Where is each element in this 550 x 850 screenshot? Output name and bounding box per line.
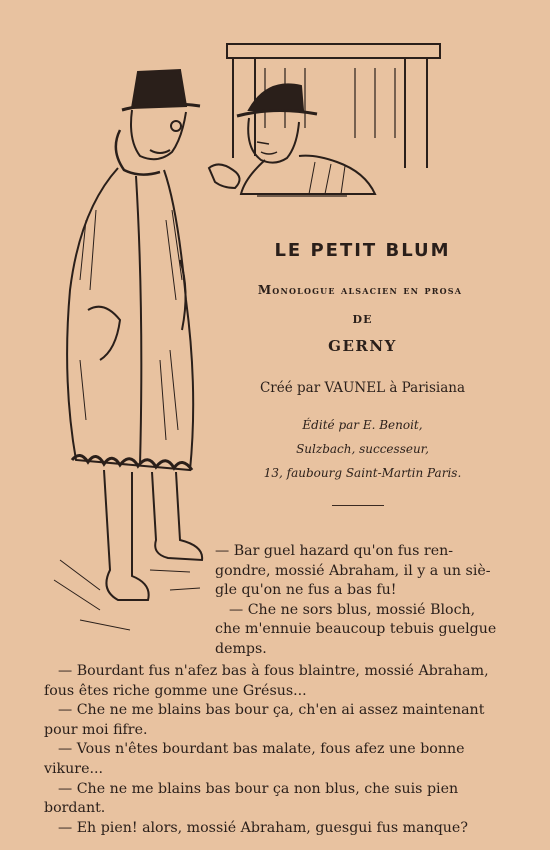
text-line: — Che ne me blains bas bour ça non blus, che suis pien	[58, 780, 459, 797]
window-man-illustration	[205, 38, 450, 198]
dialogue-top	[215, 542, 515, 660]
text-line: — Che ne me blains bas bour ça, ch'en ai assez maintenant	[58, 702, 485, 719]
text-line: gondre, mossié Abraham, il y a un siè-	[215, 562, 491, 579]
play-title: LE PETIT BLUM	[274, 240, 451, 261]
creation-credit: Créé par VAUNEL à Parisiana	[259, 380, 466, 396]
text-line: — Bourdant fus n'afez bas à fous blaintre, mossié Abraham,	[58, 663, 489, 679]
text-line: gle qu'on ne fus a bas fu!	[215, 582, 397, 599]
text-line: bordant.	[44, 800, 106, 817]
play-subtitle: Monologue alsacien en prosa	[257, 283, 463, 297]
text-line: — Vous n'êtes bourdant bas malate, fous afez une bonne	[58, 741, 465, 758]
standing-man-illustration	[40, 60, 215, 640]
text-line: — Bar guel hazard qu'on fus ren-	[215, 543, 454, 559]
text-line: — Eh pien! alors, mossié Abraham, guesgui fus manque?	[58, 819, 468, 836]
text-line: demps.	[215, 640, 267, 657]
text-line: che m'ennuie beaucoup tebuis guelgue	[215, 621, 497, 638]
publisher-line: Sulzbach, successeur,	[296, 442, 429, 456]
author-name: GERNY	[328, 337, 397, 355]
publisher-line: Édité par E. Benoit,	[302, 418, 423, 432]
preposition-de: DE	[352, 313, 373, 326]
divider	[332, 505, 384, 506]
text-line: fous êtes riche gomme une Grésus...	[44, 682, 307, 699]
dialogue-bottom	[44, 662, 514, 838]
text-line: pour moi fifre.	[44, 721, 148, 738]
publisher-address: 13, faubourg Saint-Martin Paris.	[263, 466, 462, 480]
text-line: vikure...	[44, 760, 103, 777]
text-line: — Che ne sors blus, mossié Bloch,	[229, 601, 476, 618]
